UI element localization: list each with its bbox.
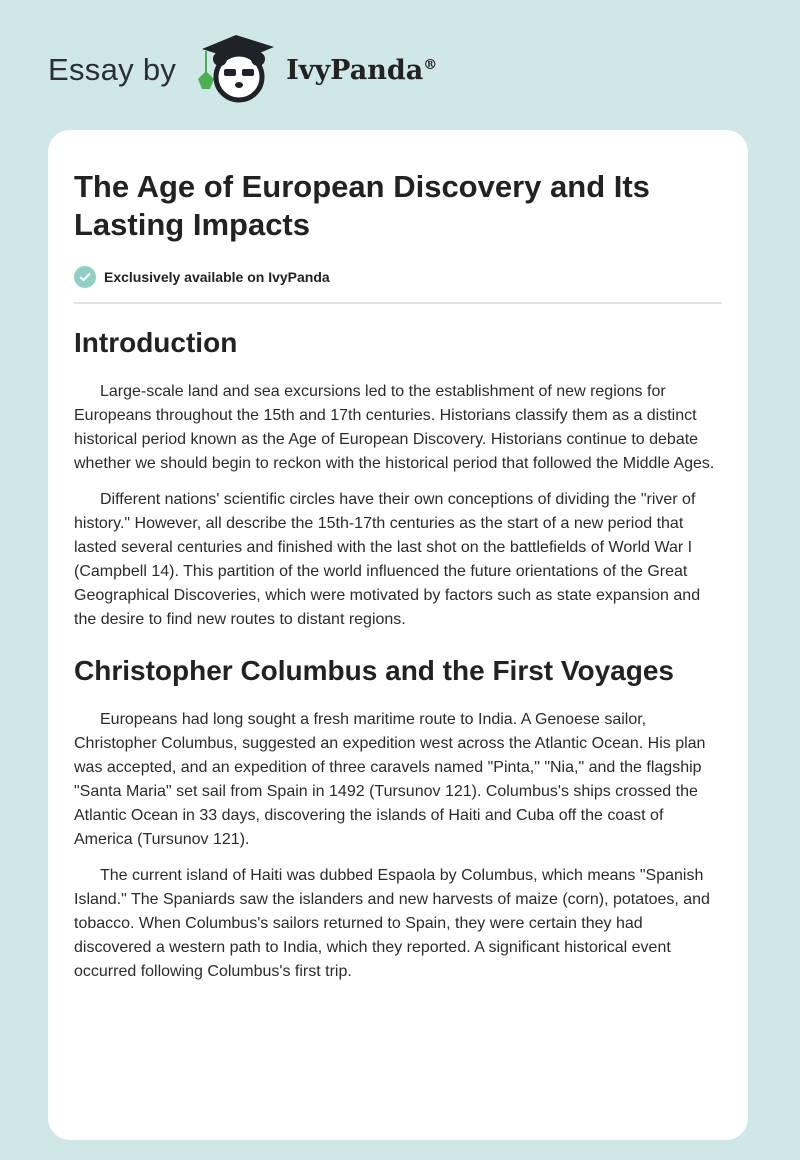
panda-logo-icon[interactable] (194, 33, 278, 108)
exclusive-badge (74, 266, 722, 288)
paragraph: Europeans had long sought a fresh maritime route to India. A Genoese sailor, Christopher Columbus, suggested an expedition west across the Atlantic Ocean. His plan was accepted, and an expedition of three caravels named "Pinta," "Nia," and the flagship "Santa Maria" set sail from Spain in 1492 (Tursunov 121). Columbus's ships crossed the Atlantic Ocean in 33 days, discovering the islands of Haiti and Cuba off the coast of America (Tursunov 121). (74, 711, 706, 848)
brand-name[interactable] (286, 55, 437, 86)
essay-card (48, 130, 748, 1140)
page-title: The Age of European Discovery and Its Lasting Impacts (74, 169, 650, 242)
essay-by-label: Essay by (48, 52, 177, 87)
paragraph: The current island of Haiti was dubbed Espaola by Columbus, which means "Spanish Island." The Spaniards saw the islanders and new harvests of maize (corn), potatoes, and tobacco. When Columbus's sailors returned to Spain, they were certain they had discovered a western path to India, which they reported. A significant historical event occurred following Columbus's first trip. (74, 867, 710, 980)
brand-text: IvyPanda (286, 54, 424, 86)
paragraph: Large-scale land and sea excursions led to the establishment of new regions for Europeans throughout the 15th and 17th centuries. Historians classify them as a distinct historical period known as the Age of European Discovery. Historians continue to debate whether we should begin to reckon with the historical period that followed the Middle Ages. (74, 383, 715, 472)
registered-mark: ® (423, 56, 438, 73)
divider (74, 302, 722, 304)
section-heading: Christopher Columbus and the First Voyages (74, 655, 675, 686)
check-icon (74, 266, 96, 288)
site-header (48, 30, 437, 110)
section-heading: Introduction (74, 327, 238, 358)
paragraph: Different nations' scientific circles have their own conceptions of dividing the "river of history." However, all describe the 15th-17th centuries as the start of a new period that lasted several centuries and finished with the last shot on the battlefields of World War I (Campbell 14). This partition of the world influenced the future orientations of the Great Geographical Discoveries, which were motivated by factors such as state expansion and the desire to find new routes to distant regions. (74, 491, 701, 628)
badge-text: Exclusively available on IvyPanda (104, 269, 330, 285)
